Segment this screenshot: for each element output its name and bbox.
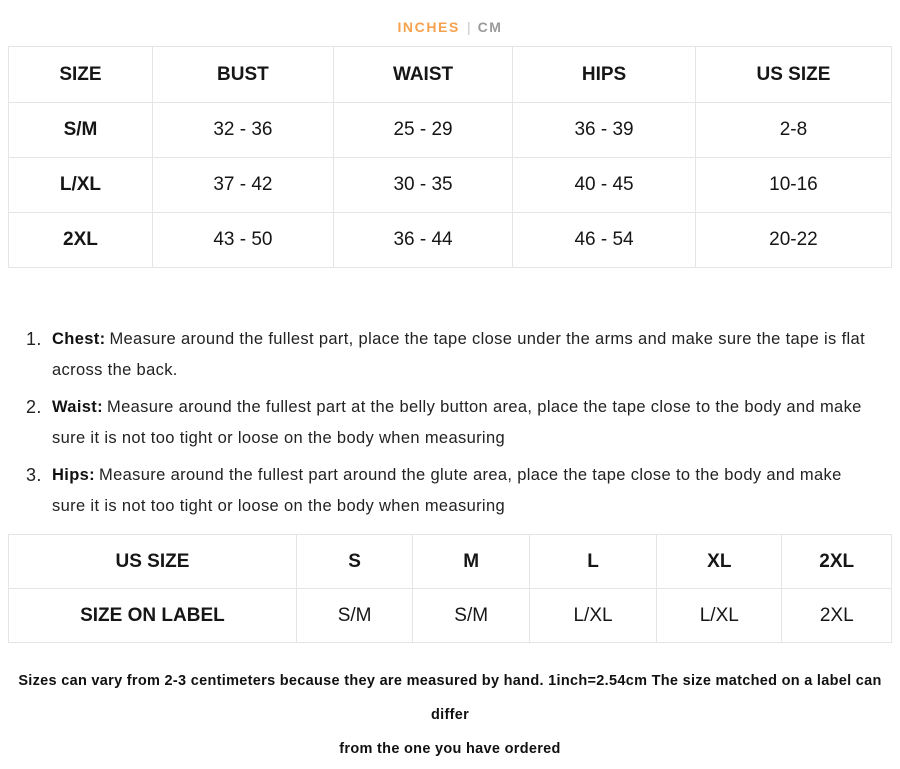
instruction-text: Measure around the fullest part around the glute area, place the tape close to the body and make sure it is not too tight or loose on the body when measuring [52, 466, 842, 515]
cell-waist: 36 - 44 [333, 213, 512, 268]
cell-hips: 36 - 39 [513, 103, 696, 158]
instruction-text-wrap [52, 324, 876, 386]
cell-size: 2XL [9, 213, 153, 268]
label-value-2xl: 2XL [782, 589, 892, 643]
header-hips: HIPS [513, 47, 696, 103]
label-col-s: S [296, 535, 413, 589]
size-variance-footnote [0, 664, 900, 766]
label-col-l: L [529, 535, 656, 589]
size-on-label-header: SIZE ON LABEL [9, 589, 297, 643]
size-row-sm [9, 103, 892, 158]
instruction-label: Hips: [52, 466, 95, 484]
cell-bust: 32 - 36 [152, 103, 333, 158]
footnote-line-2: from the one you have ordered [339, 741, 561, 757]
footnote-line-1: Sizes can vary from 2-3 centimeters because they are measured by hand. 1inch=2.54cm The size matched on a label can differ [18, 673, 882, 723]
label-col-2xl: 2XL [782, 535, 892, 589]
cell-bust: 37 - 42 [152, 158, 333, 213]
cell-waist: 25 - 29 [333, 103, 512, 158]
instruction-number: 1. [26, 329, 42, 349]
size-chart-header-row [9, 47, 892, 103]
label-us-size-header: US SIZE [9, 535, 297, 589]
header-us-size: US SIZE [695, 47, 891, 103]
label-value-m: S/M [413, 589, 530, 643]
cell-bust: 43 - 50 [152, 213, 333, 268]
header-bust: BUST [152, 47, 333, 103]
label-col-m: M [413, 535, 530, 589]
cell-us-size: 20-22 [695, 213, 891, 268]
cell-size: S/M [9, 103, 153, 158]
unit-toggle [0, 0, 900, 35]
size-on-label-table [8, 534, 892, 643]
instruction-chest [26, 324, 876, 386]
cell-hips: 46 - 54 [513, 213, 696, 268]
cell-hips: 40 - 45 [513, 158, 696, 213]
instruction-hips [26, 460, 876, 522]
instruction-text: Measure around the fullest part at the belly button area, place the tape close to the body and make sure it is not too tight or loose on the body when measuring [52, 398, 862, 447]
instruction-number: 3. [26, 465, 42, 485]
cell-us-size: 2-8 [695, 103, 891, 158]
label-table-size-on-label-row [9, 589, 892, 643]
label-value-l: L/XL [529, 589, 656, 643]
instruction-text: Measure around the fullest part, place the tape close under the arms and make sure the tape is flat across the back. [52, 330, 866, 379]
size-row-2xl [9, 213, 892, 268]
measuring-instructions [0, 324, 900, 522]
unit-option-inches[interactable]: INCHES [397, 19, 460, 35]
cell-waist: 30 - 35 [333, 158, 512, 213]
size-chart-table [8, 46, 892, 268]
label-value-s: S/M [296, 589, 413, 643]
unit-option-cm[interactable]: CM [477, 19, 503, 35]
instruction-waist [26, 392, 876, 454]
label-value-xl: L/XL [657, 589, 782, 643]
instruction-label: Waist: [52, 398, 103, 416]
cell-us-size: 10-16 [695, 158, 891, 213]
instruction-text-wrap [52, 460, 876, 522]
instruction-text-wrap [52, 392, 876, 454]
header-waist: WAIST [333, 47, 512, 103]
unit-toggle-separator: | [466, 19, 471, 35]
label-table-us-size-row [9, 535, 892, 589]
instruction-label: Chest: [52, 330, 106, 348]
size-row-lxl [9, 158, 892, 213]
header-size: SIZE [9, 47, 153, 103]
cell-size: L/XL [9, 158, 153, 213]
instruction-number: 2. [26, 397, 42, 417]
label-col-xl: XL [657, 535, 782, 589]
